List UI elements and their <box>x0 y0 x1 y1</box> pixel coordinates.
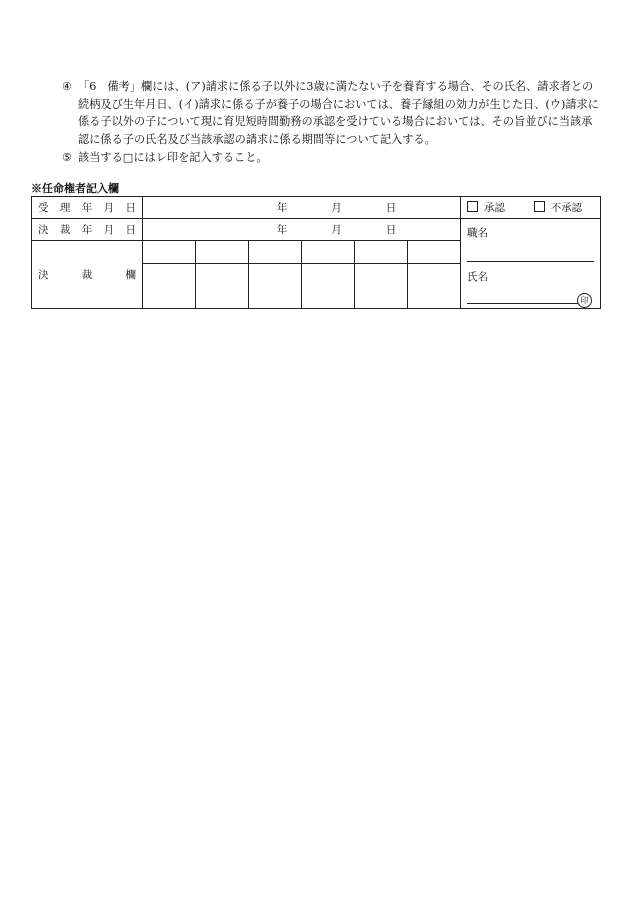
decision-head-cell-4 <box>302 241 355 264</box>
approve-checkbox[interactable] <box>467 201 478 212</box>
approver-box <box>461 219 601 309</box>
decision-date-field[interactable] <box>143 219 461 241</box>
instructions <box>62 78 602 167</box>
decision-head-cell-6 <box>408 241 461 264</box>
decision-seal-cell-6[interactable] <box>408 264 461 309</box>
decision-seal-cell-2[interactable] <box>196 264 249 309</box>
seal-mark: 印 <box>577 293 592 308</box>
decision-head-cell-5 <box>355 241 408 264</box>
name-line[interactable] <box>467 303 578 304</box>
section-title: ※任命権者記入欄 <box>31 182 119 195</box>
decision-seal-cell-1[interactable] <box>143 264 196 309</box>
decision-year-unit: 年 <box>276 224 288 236</box>
decision-date-label: 決裁年月日 <box>32 219 143 241</box>
note-4-mark: ④ <box>62 80 73 93</box>
note-5-mark: ⑤ <box>62 151 73 164</box>
job-title-line[interactable] <box>467 261 594 262</box>
decision-head-cell-3 <box>249 241 302 264</box>
receipt-date-field[interactable] <box>143 197 461 219</box>
name-label: 氏名 <box>467 271 488 283</box>
note-5 <box>62 149 602 167</box>
decision-month-unit: 月 <box>331 224 342 236</box>
decision-seal-cell-4[interactable] <box>302 264 355 309</box>
receipt-day-unit: 日 <box>385 202 397 214</box>
receipt-month-unit: 月 <box>331 202 342 214</box>
decision-day-unit: 日 <box>385 224 397 236</box>
note-4-text: 「6 備考」欄には、(ア)請求に係る子以外に3歳に満たない子を養育する場合、その氏名、請求者との続柄及び生年月日、(イ)請求に係る子が養子の場合においては、養子縁組の効力が生じた日、(ウ)請求に係る子以外の子について現に育児短時間勤務の承認を受けている場合においては、その旨並びに当該承認に係る子の氏名及び当該承認の請求に係る期間等について記入する。 <box>78 80 599 146</box>
decision-head-cell-1 <box>143 241 196 264</box>
disapprove-checkbox[interactable] <box>534 201 545 212</box>
disapprove-label: 不承認 <box>550 202 583 214</box>
note-4 <box>62 78 602 148</box>
decision-head-cell-2 <box>196 241 249 264</box>
receipt-year-unit: 年 <box>276 202 288 214</box>
note-5-text: 該当する□にはレ印を記入すること。 <box>78 151 268 164</box>
decision-column-label: 決裁欄 <box>32 241 143 309</box>
approve-label: 承認 <box>484 202 505 214</box>
receipt-date-label: 受理年月日 <box>32 197 143 219</box>
appointer-form-table <box>31 196 601 309</box>
job-title-label: 職名 <box>467 227 488 239</box>
decision-seal-cell-3[interactable] <box>249 264 302 309</box>
decision-seal-cell-5[interactable] <box>355 264 408 309</box>
approval-choice <box>461 197 601 219</box>
